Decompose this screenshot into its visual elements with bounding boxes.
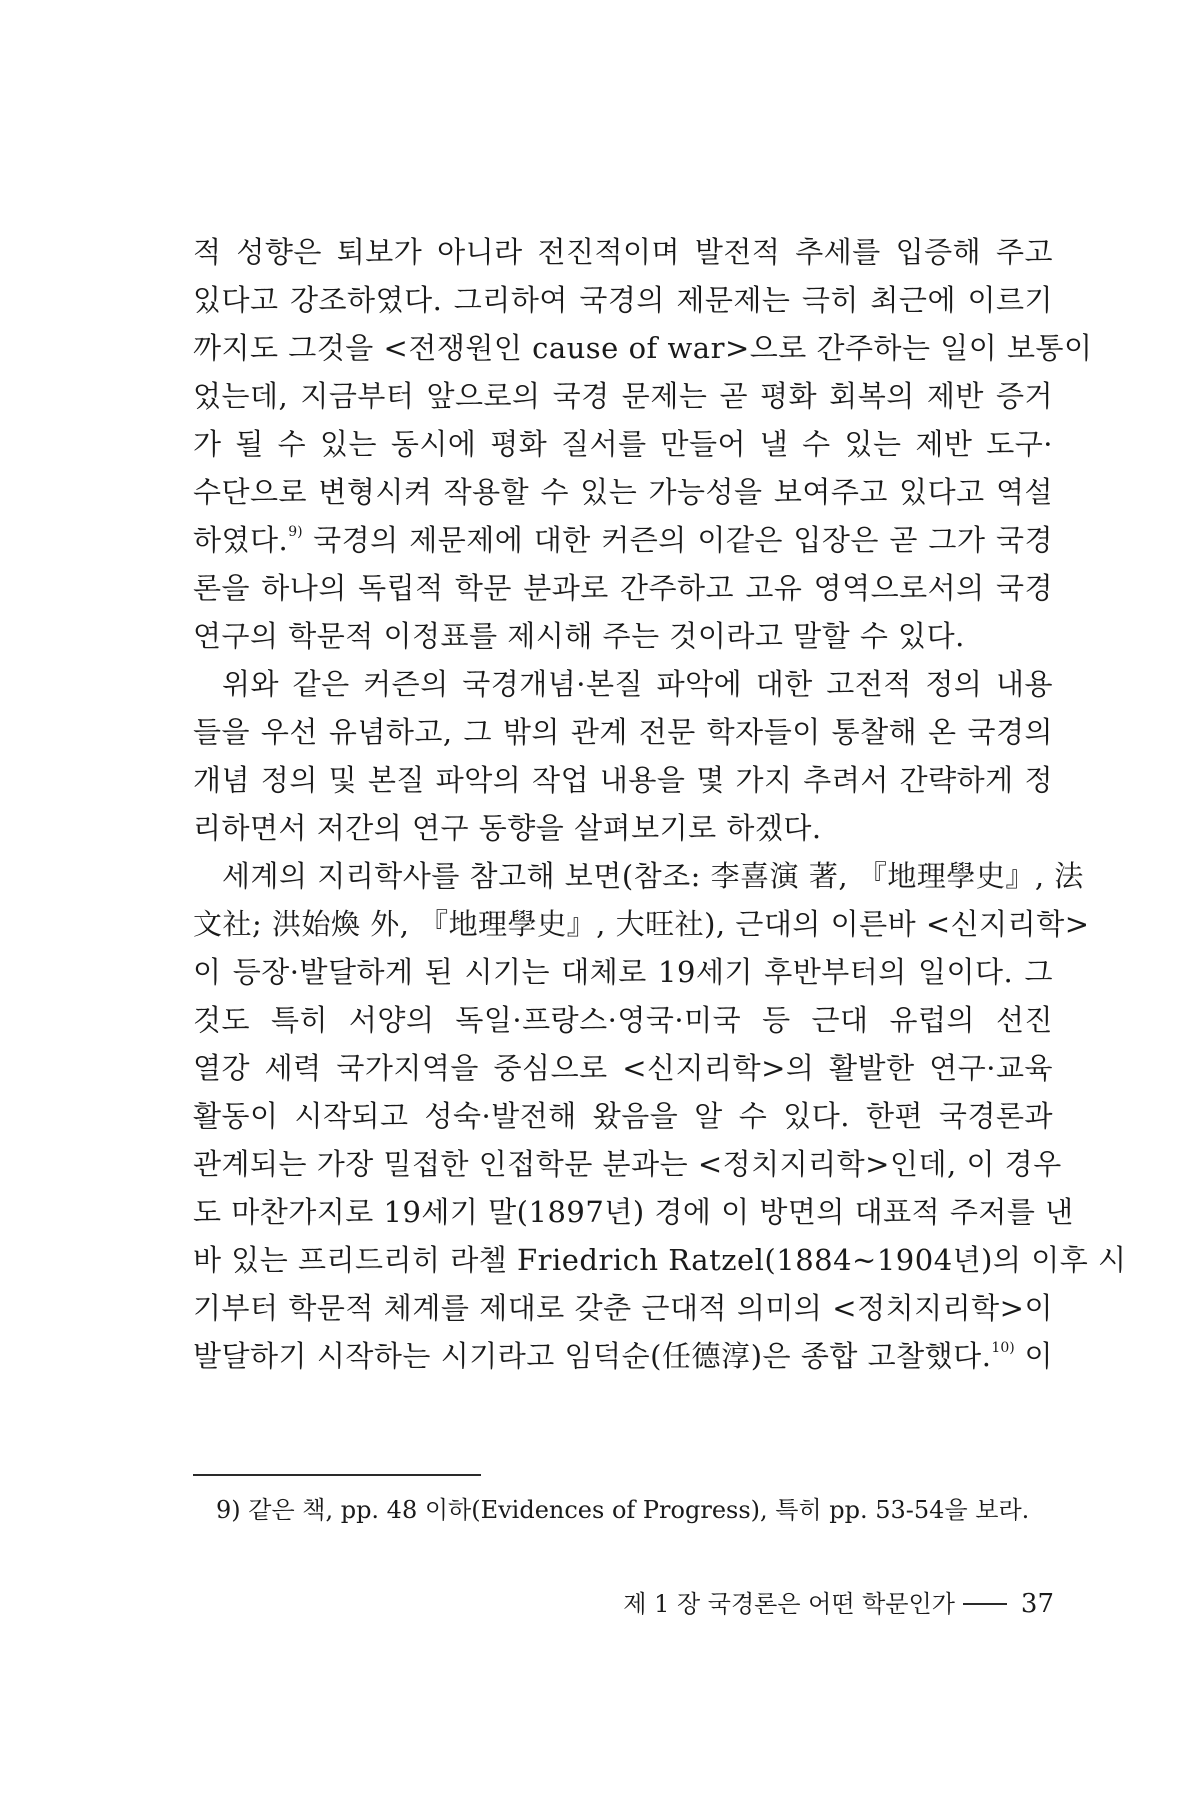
text-fragment: 이 [1014, 1339, 1054, 1373]
footer-dash [963, 1603, 1007, 1605]
text-line: 열강 세력 국가지역을 중심으로 <신지리학>의 활발한 연구·교육 [193, 1051, 1053, 1085]
text-line: 활동이 시작되고 성숙·발전해 왔음을 알 수 있다. 한편 국경론과 [193, 1099, 1053, 1133]
text-line [193, 1332, 1053, 1380]
text-line: 론을 하나의 독립적 학문 분과로 간주하고 고유 영역으로서의 국경 [193, 571, 1053, 605]
text-line: 까지도 그것을 <전쟁원인 cause of war>으로 간주하는 일이 보통이 [193, 331, 1093, 365]
text-fragment: 발달하기 시작하는 시기라고 임덕순(任德淳)은 종합 고찰했다. [193, 1339, 992, 1373]
text-line: 가 될 수 있는 동시에 평화 질서를 만들어 낼 수 있는 제반 도구· [193, 427, 1053, 461]
text-line: 있다고 강조하였다. 그리하여 국경의 제문제는 극히 최근에 이르기 [193, 283, 1053, 317]
text-line: 기부터 학문적 체계를 제대로 갖춘 근대적 의미의 <정치지리학>이 [193, 1291, 1053, 1325]
text-line: 관계되는 가장 밀접한 인접학문 분과는 <정치지리학>인데, 이 경우 [193, 1147, 1062, 1181]
footnote-marker: 10) [991, 1340, 1015, 1356]
text-line: 었는데, 지금부터 앞으로의 국경 문제는 곧 평화 회복의 제반 증거 [193, 379, 1053, 413]
text-line: 바 있는 프리드리히 라첼 Friedrich Ratzel(1884~1904년)의 이후 시 [193, 1243, 1127, 1277]
footnote-divider [193, 1474, 481, 1476]
text-line: 개념 정의 및 본질 파악의 작업 내용을 몇 가지 추려서 간략하게 정 [193, 763, 1053, 797]
text-line: 연구의 학문적 이정표를 제시해 주는 것이라고 말할 수 있다. [193, 619, 965, 653]
text-line: 리하면서 저간의 연구 동향을 살펴보기로 하겠다. [193, 811, 822, 845]
text-line: 위와 같은 커즌의 국경개념·본질 파악에 대한 고전적 정의 내용 [222, 667, 1053, 701]
paragraph [193, 660, 1053, 852]
text-line: 文社; 洪始煥 外, 『地理學史』, 大旺社), 근대의 이른바 <신지리학> [193, 907, 1090, 941]
text-fragment: 하였다. [193, 523, 289, 557]
text-line: 이 등장·발달하게 된 시기는 대체로 19세기 후반부터의 일이다. 그 [193, 955, 1053, 989]
text-line: 들을 우선 유념하고, 그 밖의 관계 전문 학자들이 통찰해 온 국경의 [193, 715, 1053, 749]
chapter-title: 제 1 장 국경론은 어떤 학문인가 [623, 1590, 955, 1618]
paragraph [193, 228, 1093, 660]
paragraph [193, 852, 1127, 1380]
footnote-marker: 9) [288, 524, 303, 540]
text-line: 수단으로 변형시켜 작용할 수 있는 가능성을 보여주고 있다고 역설 [193, 475, 1053, 509]
text-line [193, 516, 1053, 564]
text-line: 세계의 지리학사를 참고해 보면(참조: 李喜演 著, 『地理學史』, 法 [222, 859, 1084, 893]
text-line: 도 마찬가지로 19세기 말(1897년) 경에 이 방면의 대표적 주저를 낸 [193, 1195, 1074, 1229]
body-text [193, 228, 1127, 1380]
running-footer [623, 1586, 1054, 1622]
text-line: 적 성향은 퇴보가 아니라 전진적이며 발전적 추세를 입증해 주고 [193, 235, 1053, 269]
text-fragment: 국경의 제문제에 대한 커즌의 이같은 입장은 곧 그가 국경 [302, 523, 1053, 557]
text-line: 것도 특히 서양의 독일·프랑스·영국·미국 등 근대 유럽의 선진 [193, 1003, 1053, 1037]
page-number: 37 [1020, 1589, 1054, 1619]
footnote: 9) 같은 책, pp. 48 이하(Evidences of Progress), 특히 pp. 53-54을 보라. [216, 1496, 1030, 1524]
